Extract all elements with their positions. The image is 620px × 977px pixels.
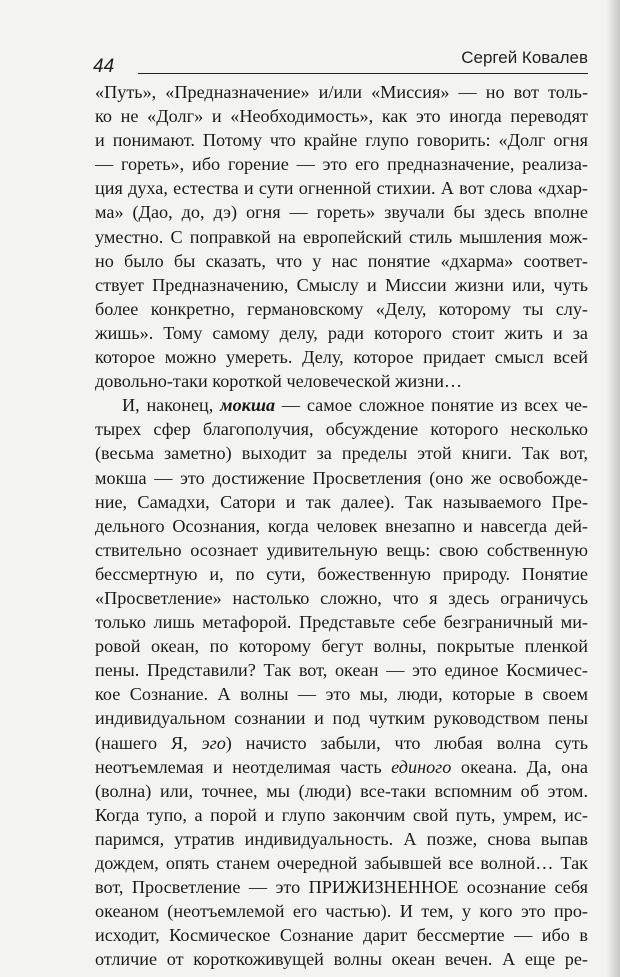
text-line: дельного Осознания, когда человек внезапно и навсегда дей- [95,515,588,536]
text-line: индивидуальном сознании и под чутким руководством пены [95,708,588,729]
text-line: но было бы сказать, что у нас понятие «дхарма» соответ- [95,250,588,271]
text-line: ние, Самадхи, Сатори и так далее). Так называемого Пре- [95,491,588,512]
text-fragment: неотъемлемая и неотделимая часть [95,756,392,777]
text-line: отличие от короткоживущей волны океан вечен. А еще ре- [95,949,588,970]
text-line [95,755,588,779]
text-fragment: — самое сложное понятие из всех че- [275,395,588,416]
text-line: паримся, утратив индивидуальность. А позже, снова выпав [95,828,588,849]
page-edge-shadow [606,0,620,977]
running-title: Сергей Ковалев [461,48,588,67]
text-line: бессмертную и, по сути, божественную природу. Понятие [95,563,588,584]
text-line: дождем, опять станем очередной забывшей все волной… Так [95,853,588,873]
text-line: мокша — это достижение Просветления (оно же освобожде- [95,467,588,488]
text-line [95,731,588,755]
text-line: довольно-таки короткой человеческой жизни… [95,371,463,392]
term-edinogo: единого [391,756,452,777]
text-line: ствительно осознает удивительную вещь: свою собственную [95,539,588,560]
text-line: ровой океан, по которому бегут волны, покрытые пленкой [95,636,588,657]
text-line: более конкретно, германовскому «Делу, которому ты слу- [95,298,588,319]
text-line: «Просветление» настолько сложно, что я здесь ограничусь [95,587,588,608]
header-rule [138,73,588,74]
text-line: уместно. С поправкой на европейский стиль мышления мож- [95,226,588,247]
body-text [95,80,588,971]
text-line: «Путь», «Предназначение» и/или «Миссия» — но вот толь- [95,82,588,102]
text-line: (весьма заметно) выходит за пределы этой книги. Так вот, [95,443,588,464]
text-line: Когда тупо, а порой и глупо закончим свой путь, умрем, ис- [95,804,588,825]
text-fragment: И, наконец, [122,395,221,416]
text-line: ция духа, естества и сути огненной стихии. А вот слова «дхар- [95,178,588,199]
text-fragment: ) начисто забыли, что любая волна суть [225,732,588,753]
text-line: (волна) или, точнее, мы (люди) все-таки вспомним об этом. [95,780,588,801]
text-line: кое Сознание. А волны — это мы, люди, которые в своем [95,684,588,705]
text-line: пены. Представили? Так вот, океан — это единое Космичес- [95,660,588,681]
page-number: 44 [93,56,115,77]
text-fragment: океана. Да, она [451,756,588,777]
text-line: исходит, Космическое Сознание дарит бессмертие — ибо в [95,925,588,946]
page-header [93,46,588,82]
text-line: — гореть», ибо горение — это его предназначение, реализа- [95,154,588,175]
text-line: которое можно умереть. Делу, которое придает смысл всей [95,347,588,368]
text-fragment: (нашего Я, [95,732,202,753]
text-line: и понимают. Потому что крайне глупо говорить: «Долг огня [95,130,588,151]
text-line: ко не «Долг» и «Необходимость», как это иногда переводят [95,106,588,127]
term-ego: эго [201,732,226,753]
text-line: ма» (Дао, до, дэ) огня — гореть» звучали бы здесь вполне [95,202,588,223]
paragraph-start-line [95,393,588,417]
text-line: ствует Предназначению, Смыслу и Миссии жизни или, чуть [95,274,588,295]
term-moksha: мокша [220,395,276,416]
text-line: жишь». Тому самому делу, ради которого стоит жить и за [95,322,588,343]
text-line: тырех сфер благополучия, обсуждение которого несколько [95,419,588,440]
text-line: океаном (неотъемлемой его частью). И тем, у кого это про- [95,901,588,922]
text-line: только лишь метафорой. Представьте себе безграничный ми- [95,612,588,633]
text-line: вот, Просветление — это ПРИЖИЗНЕННОЕ осознание себя [95,877,588,898]
